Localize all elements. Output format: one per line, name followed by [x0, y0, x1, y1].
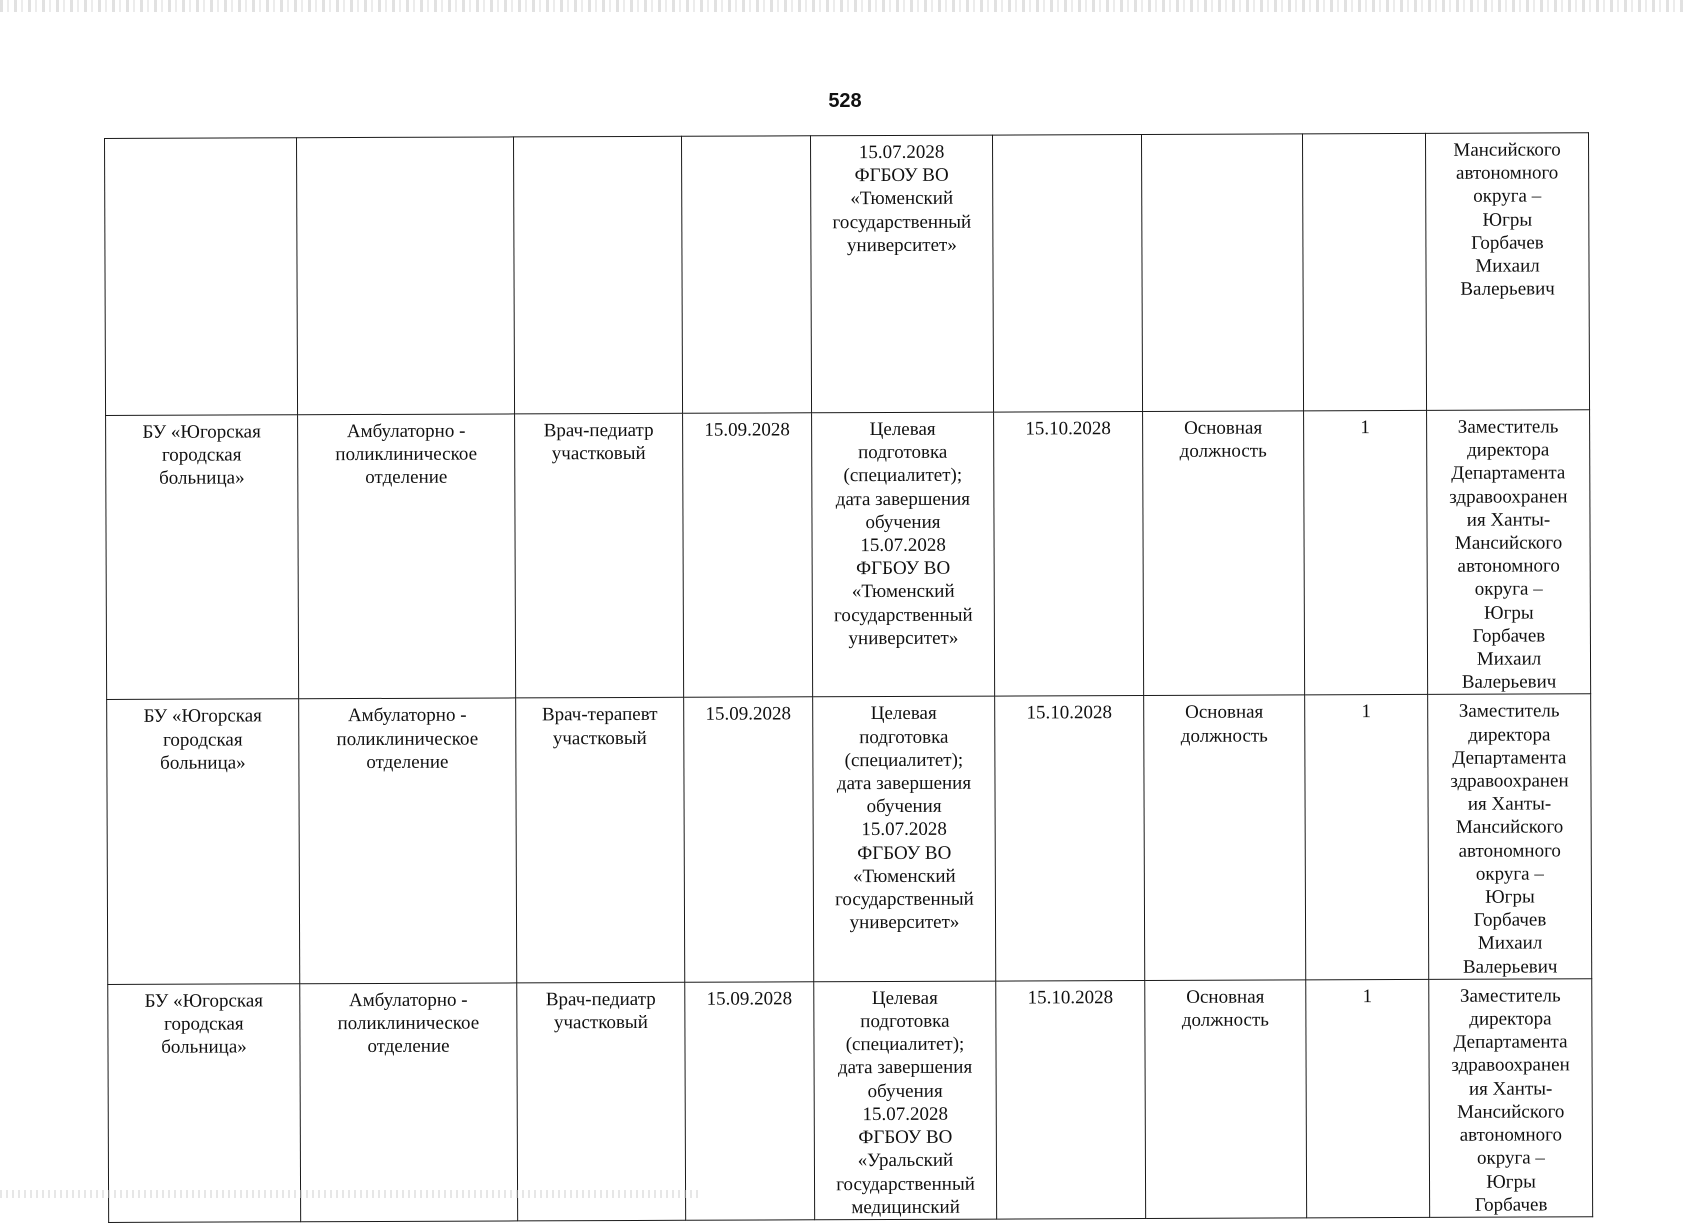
cell-date-end: 15.10.2028: [994, 412, 1144, 697]
cell-department: Амбулаторно - поликлиническое отделение: [300, 983, 518, 1222]
scan-noise-top: [0, 0, 1686, 12]
cell-institution: [105, 138, 298, 416]
cell-training: Целевая подготовка (специалитет); дата завершения обучения 15.07.2028 ФГБОУ ВО «Тюменский государственный университет»: [812, 412, 995, 697]
cell-date-start: 15.09.2028: [684, 697, 814, 982]
cell-date-start: 15.09.2028: [683, 413, 813, 698]
table-row: [108, 979, 1593, 1223]
cell-department: [297, 137, 515, 415]
table-row: [105, 133, 1590, 416]
cell-department: Амбулаторно - поликлиническое отделение: [298, 414, 516, 699]
cell-training: 15.07.2028 ФГБОУ ВО «Тюменский государственный университет»: [810, 135, 993, 413]
cell-institution: БУ «Югорская городская больница»: [108, 984, 301, 1223]
cell-employment: Основная должность: [1145, 980, 1307, 1219]
cell-position: Врач-педиатр участковый: [517, 982, 686, 1221]
vacancy-table: [104, 132, 1593, 1223]
cell-employment: Основная должность: [1143, 411, 1305, 696]
cell-employment: [1141, 134, 1303, 412]
cell-count: 1: [1306, 979, 1430, 1218]
page-number: 528: [828, 90, 862, 112]
cell-count: 1: [1305, 695, 1429, 980]
cell-position: Врач-педиатр участковый: [515, 413, 684, 698]
cell-count: 1: [1304, 410, 1428, 695]
cell-responsible: Заместитель директора Департамента здравоохранен ия Ханты- Мансийского автономного округа – Югры Горбачев: [1429, 979, 1593, 1218]
scan-noise-bottom: [0, 1190, 700, 1198]
cell-date-end: [992, 135, 1142, 413]
cell-count: [1302, 133, 1426, 410]
cell-department: Амбулаторно - поликлиническое отделение: [299, 698, 517, 983]
table-row: [107, 694, 1592, 984]
cell-training: Целевая подготовка (специалитет); дата завершения обучения 15.07.2028 ФГБОУ ВО «Тюменский государственный университет»: [813, 697, 996, 982]
cell-responsible: Заместитель директора Департамента здравоохранен ия Ханты- Мансийского автономного округа – Югры Горбачев Михаил Валерьевич: [1427, 410, 1591, 695]
table-row: [106, 410, 1591, 700]
cell-responsible: Мансийского автономного округа – Югры Горбачев Михаил Валерьевич: [1425, 133, 1589, 411]
cell-training: Целевая подготовка (специалитет); дата завершения обучения 15.07.2028 ФГБОУ ВО «Уральский государственный медицинский: [814, 981, 997, 1220]
cell-date-end: 15.10.2028: [996, 980, 1146, 1219]
cell-responsible: Заместитель директора Департамента здравоохранен ия Ханты- Мансийского автономного округа – Югры Горбачев Михаил Валерьевич: [1428, 694, 1592, 979]
cell-employment: Основная должность: [1144, 695, 1306, 980]
cell-institution: БУ «Югорская городская больница»: [106, 415, 299, 700]
cell-position: Врач-терапевт участковый: [516, 698, 685, 983]
cell-position: [513, 136, 682, 414]
cell-date-end: 15.10.2028: [995, 696, 1145, 981]
cell-institution: БУ «Югорская городская больница»: [107, 699, 300, 984]
cell-date-start: [681, 136, 811, 413]
cell-date-start: 15.09.2028: [685, 982, 815, 1221]
